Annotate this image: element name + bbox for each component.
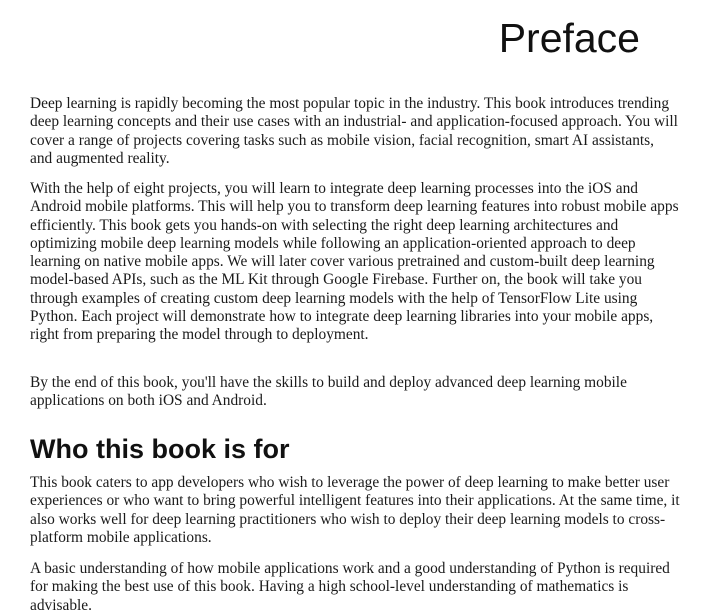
audience-paragraph-1: This book caters to app developers who wish to leverage the power of deep learning to make better user experiences or who want to bring powerful intelligent features into their applications. At the same time, it also works well for deep learning practitioners who wish to deploy their deep learning models to cross-platform mobile applications.: [30, 474, 680, 546]
section-heading-who-this-book-is-for: Who this book is for: [30, 434, 290, 464]
preface-paragraph-1: Deep learning is rapidly becoming the most popular topic in the industry. This book introduces trending deep learning concepts and their use cases with an industrial- and application-focused approach. You will cover a range of projects covering tasks such as mobile vision, facial recognition, smart AI assistants, and augmented reality.: [30, 95, 678, 167]
chapter-title: Preface: [498, 15, 640, 61]
preface-paragraph-3: By the end of this book, you'll have the skills to build and deploy advanced deep learning mobile applications on both iOS and Android.: [30, 374, 627, 410]
preface-paragraph-2: With the help of eight projects, you will learn to integrate deep learning processes into the iOS and Android mobile platforms. This will help you to transform deep learning features into robust mobile apps efficiently. This book gets you hands-on with selecting the right deep learning architectures and optimizing mobile deep learning models while following an application-oriented approach to deep learning on native mobile apps. We will later cover various pretrained and custom-built deep learning model-based APIs, such as the ML Kit through Google Firebase. Further on, the book will take you through examples of creating custom deep learning models with the help of TensorFlow Lite using Python. Each project will demonstrate how to integrate deep learning libraries into your mobile apps, right from preparing the model through to deployment.: [30, 180, 679, 344]
audience-paragraph-2: A basic understanding of how mobile applications work and a good understanding of Python is required for making the best use of this book. Having a high school-level understanding of mathematics is advisable.: [30, 560, 670, 614]
